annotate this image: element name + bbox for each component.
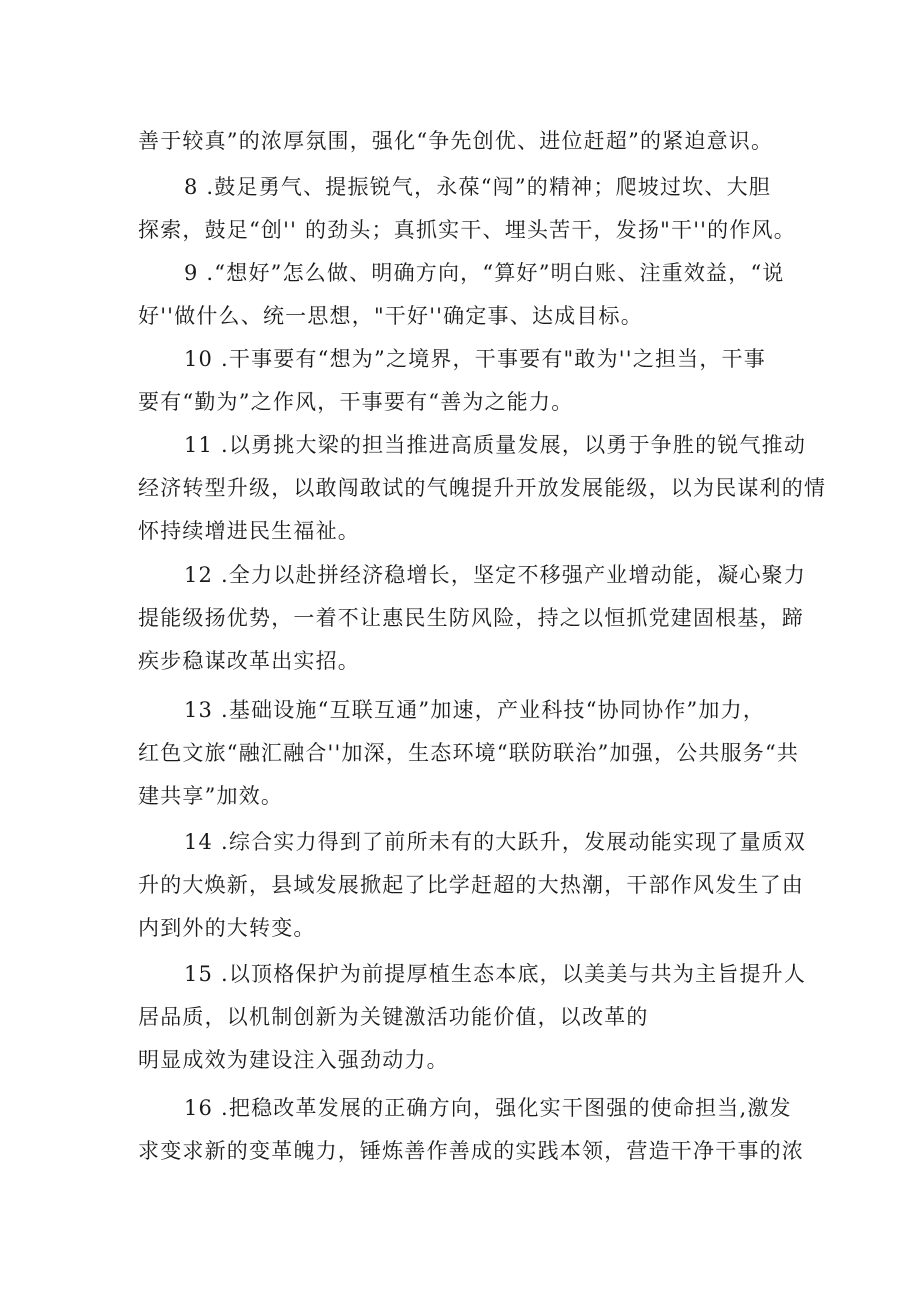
- text-line: 8 .鼓足勇气、提振锐气，永葆“闯”的精神；爬坡过坎、大胆: [184, 175, 771, 199]
- text-line: 14 .综合实力得到了前所未有的大跃升，发展动能实现了量质双: [184, 830, 807, 854]
- text-line: 升的大焕新，县域发展掀起了比学赶超的大热潮，干部作风发生了由: [138, 873, 804, 897]
- text-line: 求变求新的变革魄力，锤炼善作善成的实践本领，营造干净干事的浓: [138, 1139, 804, 1163]
- text-line: 红色文旅“融汇融合''加深，生态环境“联防联治”加强，公共服务“共: [138, 741, 800, 765]
- text-line: 疾步稳谋改革出实招。: [138, 649, 360, 673]
- text-line: 居品质，以机制创新为关键激活功能价值，以改革的: [138, 1005, 649, 1029]
- text-line: 善于较真”的浓厚氛围，强化“争先创优、进位赶超”的紧迫意识。: [138, 129, 774, 153]
- text-line: 12 .全力以赴拼经济稳增长，坚定不移强产业增动能，凝心聚力: [184, 563, 807, 587]
- text-line: 内到外的大转变。: [138, 916, 316, 940]
- text-line: 要有“勤为”之作风，干事要有“善为之能力。: [138, 390, 574, 414]
- text-line: 好''做什么、统一思想，"干好''确定事、达成目标。: [138, 304, 643, 328]
- text-line: 16 .把稳改革发展的正确方向，强化实干图强的使命担当,激发: [184, 1096, 792, 1120]
- text-line: 怀持续增进民生福祉。: [138, 519, 360, 543]
- text-line: 10 .干事要有“想为”之境界，干事要有"敢为''之担当，干事: [184, 347, 766, 371]
- text-line: 提能级扬优势，一着不让惠民生防风险，持之以恒抓党建固根基，蹄: [138, 606, 804, 630]
- text-line: 经济转型升级，以敢闯敢试的气魄提升开放发展能级，以为民谋利的情: [138, 476, 827, 500]
- text-line: 明显成效为建设注入强劲动力。: [138, 1048, 449, 1072]
- text-line: 15 .以顶格保护为前提厚植生态本底，以美美与共为主旨提升人: [184, 962, 807, 986]
- text-line: 13 .基础设施“互联互通”加速，产业科技“协同协作”加力，: [184, 698, 766, 722]
- text-line: 9 .“想好”怎么做、明确方向，“算好”明白账、注重效益，“说: [184, 261, 785, 285]
- text-line: 探索，鼓足“创'' 的劲头；真抓实干、埋头苦干，发扬"干''的作风。: [138, 218, 796, 242]
- text-line: 11 .以勇挑大梁的担当推进高质量发展，以勇于争胜的锐气推动: [184, 433, 807, 457]
- text-line: 建共享”加效。: [138, 784, 284, 808]
